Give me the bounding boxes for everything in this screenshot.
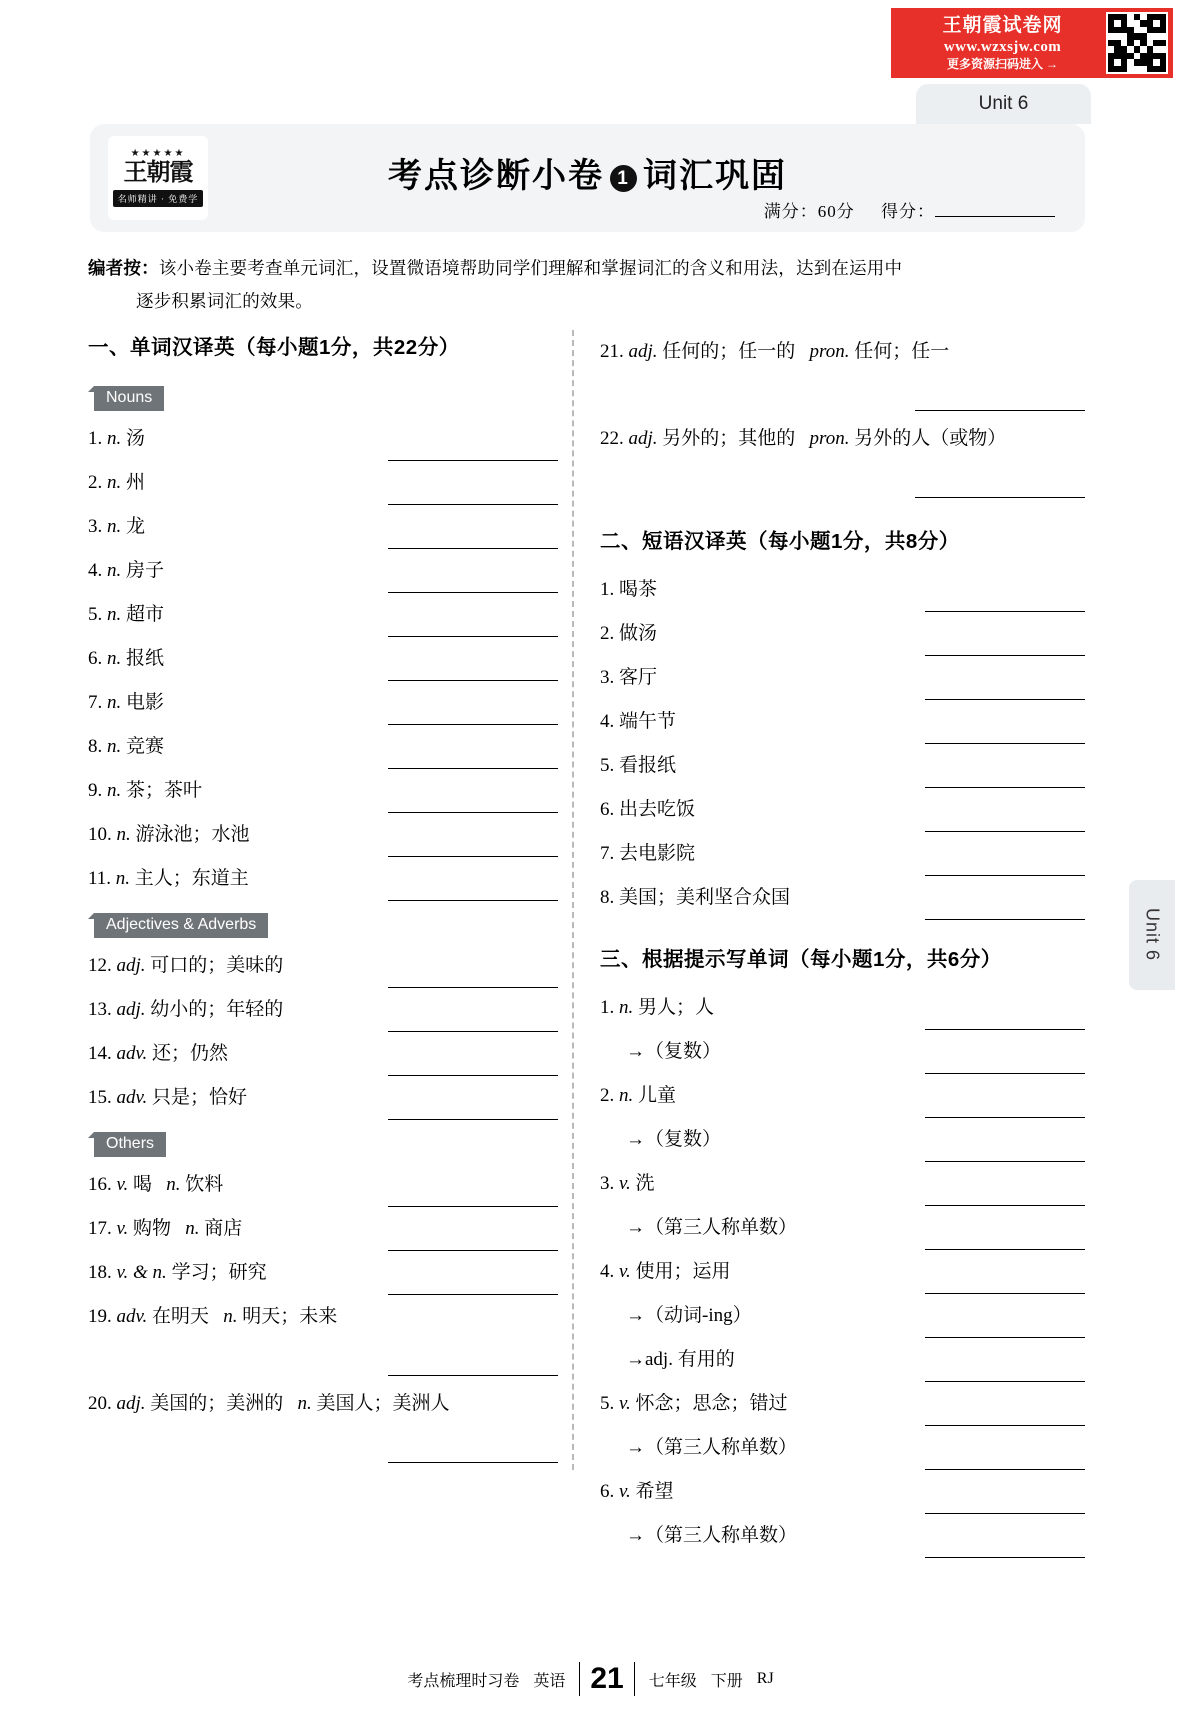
item-pos2: pron. [809,341,850,362]
item-pos: adv. [116,1087,148,1108]
list-item-sub [600,1118,1085,1162]
item-text: 龙 [126,516,146,537]
item-text: 学习；研究 [171,1262,267,1283]
section1-title: 一、单词汉译英（每小题1分，共22分） [88,336,460,359]
list-item [88,417,558,461]
item-pos: n. [116,824,131,845]
item-pos: v. [619,1173,631,1194]
list-item-sub [600,1294,1085,1338]
answer-blank[interactable] [925,1527,1085,1558]
unit-tab: Unit 6 [916,84,1091,124]
item-no: 3. [600,1173,615,1194]
item-no: 9. [88,780,103,801]
item-pos2: n. [166,1174,181,1195]
item-pos2: pron. [809,428,850,449]
answer-blank[interactable] [925,1131,1085,1162]
list-item [600,700,1085,744]
answer-blank[interactable] [925,581,1085,612]
item-text: 怀念；思念；错过 [635,1393,788,1414]
list-item [88,593,558,637]
editor-note [88,252,1088,318]
qr-code-icon [1106,12,1168,74]
item-text: 端午节 [619,711,677,732]
logo-stars: ★★★★★ [130,148,186,159]
item-pos2: n. [297,1393,312,1414]
answer-blank[interactable] [388,738,558,769]
page-title-after: 词汇巩固 [643,157,787,195]
item-no: 4. [600,1261,615,1282]
item-pos: n. [107,428,122,449]
item-pos: adj. [628,428,658,449]
item-subtext: →（复数） [626,1129,722,1150]
item-text: 茶；茶叶 [126,780,203,801]
answer-blank[interactable] [925,669,1085,700]
answer-blank[interactable] [388,870,558,901]
right-column [600,330,1085,1558]
answer-blank[interactable] [925,999,1085,1030]
item-no: 3. [88,516,103,537]
item-no: 4. [600,711,615,732]
banner-title: 王朝霞试卷网 [942,15,1063,37]
answer-blank[interactable] [925,757,1085,788]
item-no: 16. [88,1174,112,1195]
item-pos: n. [107,780,122,801]
answer-blank[interactable] [925,1175,1085,1206]
list-item-sub [600,1426,1085,1470]
category-nouns: Nouns [94,386,164,411]
section3-title: 三、根据提示写单词（每小题1分，共6分） [600,948,1002,971]
item-no: 5. [600,755,615,776]
logo-name: 王朝霞 [123,160,193,186]
list-item [88,1251,558,1295]
answer-blank[interactable] [388,650,558,681]
banner-text-block [891,14,1106,72]
answer-blank[interactable] [925,1395,1085,1426]
list-item [600,1162,1085,1206]
item-no: 1. [88,428,103,449]
item-pos: adj. [116,999,146,1020]
item-text: 幼小的；年轻的 [150,999,284,1020]
item-no: 14. [88,1043,112,1064]
page-footer [0,1662,1181,1696]
list-item-sub [600,1514,1085,1558]
item-no: 8. [600,887,615,908]
item-no: 1. [600,997,615,1018]
item-text: 可口的；美味的 [150,955,284,976]
list-item [600,832,1085,876]
item-text2: 任何；任一 [854,341,950,362]
footer-edition: RJ [756,1670,774,1687]
item-text2: 明天；未来 [242,1306,338,1327]
list-item [88,637,558,681]
item-subtext: →（复数） [626,1041,722,1062]
list-item [600,986,1085,1030]
item-pos: adv. [116,1306,148,1327]
item-pos: n. [115,868,131,889]
item-text: 做汤 [619,623,658,644]
category-adjectives-adverbs: Adjectives & Adverbs [94,913,268,938]
score-total: 满分：60分 [763,202,855,221]
list-item [88,1032,558,1076]
list-item [88,769,558,813]
item-pos: v. [116,1218,129,1239]
answer-blank[interactable] [925,1087,1085,1118]
item-text: 使用；运用 [635,1261,731,1282]
item-no: 6. [600,1481,615,1502]
answer-blank[interactable] [388,1432,558,1463]
item-no: 8. [88,736,103,757]
list-item-sub [600,1338,1085,1382]
item-no: 1. [600,579,615,600]
list-item [600,876,1085,920]
answer-blank[interactable] [388,474,558,505]
item-text: 超市 [126,604,165,625]
footer-subject: 英语 [533,1672,566,1690]
item-subtext: →（第三人称单数） [626,1437,798,1458]
item-text: 儿童 [638,1085,677,1106]
item-text2: 另外的人（或物） [854,428,1007,449]
list-item [88,1163,558,1207]
item-no: 7. [600,843,615,864]
item-pos: n. [107,604,122,625]
list-item [600,656,1085,700]
item-no: 19. [88,1306,112,1327]
list-item [88,944,558,988]
answer-blank[interactable] [388,1220,558,1251]
answer-blank[interactable] [388,1045,558,1076]
list-item [88,1382,558,1426]
answer-blank[interactable] [388,694,558,725]
answer-blank[interactable] [925,1043,1085,1074]
item-pos: adv. [116,1043,148,1064]
item-text: 在明天 [152,1306,210,1327]
list-item [600,417,1085,461]
item-pos: v. [116,1174,129,1195]
item-no: 21. [600,341,624,362]
item-pos: n. [107,648,122,669]
answer-blank[interactable] [925,1351,1085,1382]
item-no: 22. [600,428,624,449]
item-text: 喝 [133,1174,153,1195]
item-no: 7. [88,692,103,713]
item-text: 去电影院 [619,843,696,864]
list-item [88,725,558,769]
item-no: 10. [88,824,112,845]
list-item [88,681,558,725]
list-item-sub [600,1030,1085,1074]
answer-blank[interactable] [388,1264,558,1295]
editor-note-label: 编者按： [88,258,159,278]
answer-blank[interactable] [915,380,1085,411]
item-pos: v. [619,1481,631,1502]
logo-tagline: 名师精讲 · 免费学 [113,190,204,207]
item-subtext: →（第三人称单数） [626,1217,798,1238]
list-item [88,549,558,593]
list-item [88,505,558,549]
item-pos: n. [107,560,122,581]
answer-blank[interactable] [925,1439,1085,1470]
score-line [764,197,1055,222]
footer-series: 考点梳理时习卷 [407,1672,520,1690]
item-pos: n. [107,736,122,757]
item-no: 2. [600,1085,615,1106]
site-banner [891,8,1173,78]
answer-blank[interactable] [925,625,1085,656]
item-no: 11. [88,868,112,889]
answer-blank[interactable] [388,1089,558,1120]
item-no: 20. [88,1393,112,1414]
item-no: 13. [88,999,112,1020]
list-item [88,1076,558,1120]
item-text: 主人；东道主 [134,868,249,889]
item-no: 15. [88,1087,112,1108]
footer-volume: 下册 [710,1672,743,1690]
answer-blank[interactable] [925,713,1085,744]
banner-url: www.wzxsjw.com [943,39,1062,55]
item-no: 2. [88,472,103,493]
item-no: 3. [600,667,615,688]
item-text: 出去吃饭 [619,799,696,820]
side-unit-label: Unit 6 [1142,908,1163,962]
score-got-label: 得分： [881,202,935,221]
item-text: 还；仍然 [152,1043,229,1064]
item-subtext: →（动词-ing） [626,1305,752,1326]
item-text: 房子 [126,560,165,581]
answer-blank[interactable] [925,801,1085,832]
item-text2: 饮料 [185,1174,224,1195]
editor-note-line1: 该小卷主要考查单元词汇，设置微语境帮助同学们理解和掌握词汇的含义和用法，达到在运用中 [158,258,903,278]
item-pos: v. & n. [116,1262,167,1283]
answer-blank[interactable] [915,467,1085,498]
item-text: 购物 [133,1218,172,1239]
answer-blank[interactable] [388,826,558,857]
item-no: 4. [88,560,103,581]
item-no: 2. [600,623,615,644]
item-pos: n. [619,1085,634,1106]
page-title-before: 考点诊断小卷 [388,157,604,195]
item-text: 州 [126,472,146,493]
item-text: 报纸 [126,648,165,669]
item-no: 5. [600,1393,615,1414]
list-item [600,1250,1085,1294]
section2-title: 二、短语汉译英（每小题1分，共8分） [600,530,960,553]
list-item-sub [600,1206,1085,1250]
list-item [88,988,558,1032]
answer-blank[interactable] [925,1263,1085,1294]
item-no: 17. [88,1218,112,1239]
answer-blank[interactable] [388,606,558,637]
item-no: 18. [88,1262,112,1283]
answer-blank[interactable] [388,1176,558,1207]
item-pos: n. [107,516,122,537]
answer-blank[interactable] [388,1001,558,1032]
list-item [600,1470,1085,1514]
list-item [600,568,1085,612]
item-text: 游泳池；水池 [135,824,250,845]
item-text: 另外的；其他的 [662,428,796,449]
item-text: 看报纸 [619,755,677,776]
item-pos: adj. [116,1393,146,1414]
answer-blank[interactable] [388,518,558,549]
category-others: Others [94,1132,166,1157]
item-no: 5. [88,604,103,625]
paper-header [90,124,1085,232]
item-text: 电影 [126,692,165,713]
item-text: 汤 [126,428,146,449]
item-text: 只是；恰好 [152,1087,248,1108]
quiz-number-badge: 1 [610,165,637,192]
list-item [88,1295,558,1339]
item-text: 美国；美利坚合众国 [619,887,791,908]
item-pos2: n. [223,1306,238,1327]
answer-blank[interactable] [925,1219,1085,1250]
banner-subtitle: 更多资源扫码进入 → [946,56,1058,71]
item-text: 洗 [635,1173,655,1194]
item-text: 任何的；任一的 [662,341,796,362]
list-item [600,744,1085,788]
page-number: 21 [579,1662,634,1696]
left-column [88,330,558,1469]
list-item [600,330,1085,374]
answer-blank[interactable] [925,1307,1085,1338]
list-item [600,1074,1085,1118]
item-text2: 美国人；美洲人 [316,1393,450,1414]
list-item [600,612,1085,656]
item-text: 美国的；美洲的 [150,1393,284,1414]
list-item [88,857,558,901]
item-pos: v. [619,1393,631,1414]
answer-blank[interactable] [388,957,558,988]
item-text: 竞赛 [126,736,165,757]
editor-note-line2: 逐步积累词汇的效果。 [136,291,313,311]
item-pos: n. [619,997,634,1018]
answer-blank[interactable] [388,1345,558,1376]
answer-blank[interactable] [925,845,1085,876]
item-pos: adj. [116,955,146,976]
answer-blank[interactable] [925,1483,1085,1514]
list-item [600,788,1085,832]
answer-blank[interactable] [388,562,558,593]
item-subtext: →adj. 有用的 [626,1349,735,1370]
item-subtext: →（第三人称单数） [626,1525,798,1546]
item-no: 6. [88,648,103,669]
item-pos: n. [107,692,122,713]
item-pos: adj. [628,341,658,362]
footer-grade: 七年级 [648,1672,697,1690]
item-pos: n. [107,472,122,493]
item-text: 男人；人 [638,997,715,1018]
list-item [600,1382,1085,1426]
score-blank[interactable] [935,216,1055,217]
page-title [90,148,1085,197]
item-pos2: n. [185,1218,200,1239]
list-item [88,1207,558,1251]
answer-blank[interactable] [388,782,558,813]
item-no: 12. [88,955,112,976]
item-pos: v. [619,1261,631,1282]
side-unit-tab [1129,880,1175,990]
item-text: 希望 [635,1481,674,1502]
item-text: 喝茶 [619,579,658,600]
item-text: 客厅 [619,667,658,688]
list-item [88,813,558,857]
answer-blank[interactable] [388,430,558,461]
column-divider [572,330,574,1470]
item-no: 6. [600,799,615,820]
list-item [88,461,558,505]
item-text2: 商店 [204,1218,243,1239]
answer-blank[interactable] [925,889,1085,920]
